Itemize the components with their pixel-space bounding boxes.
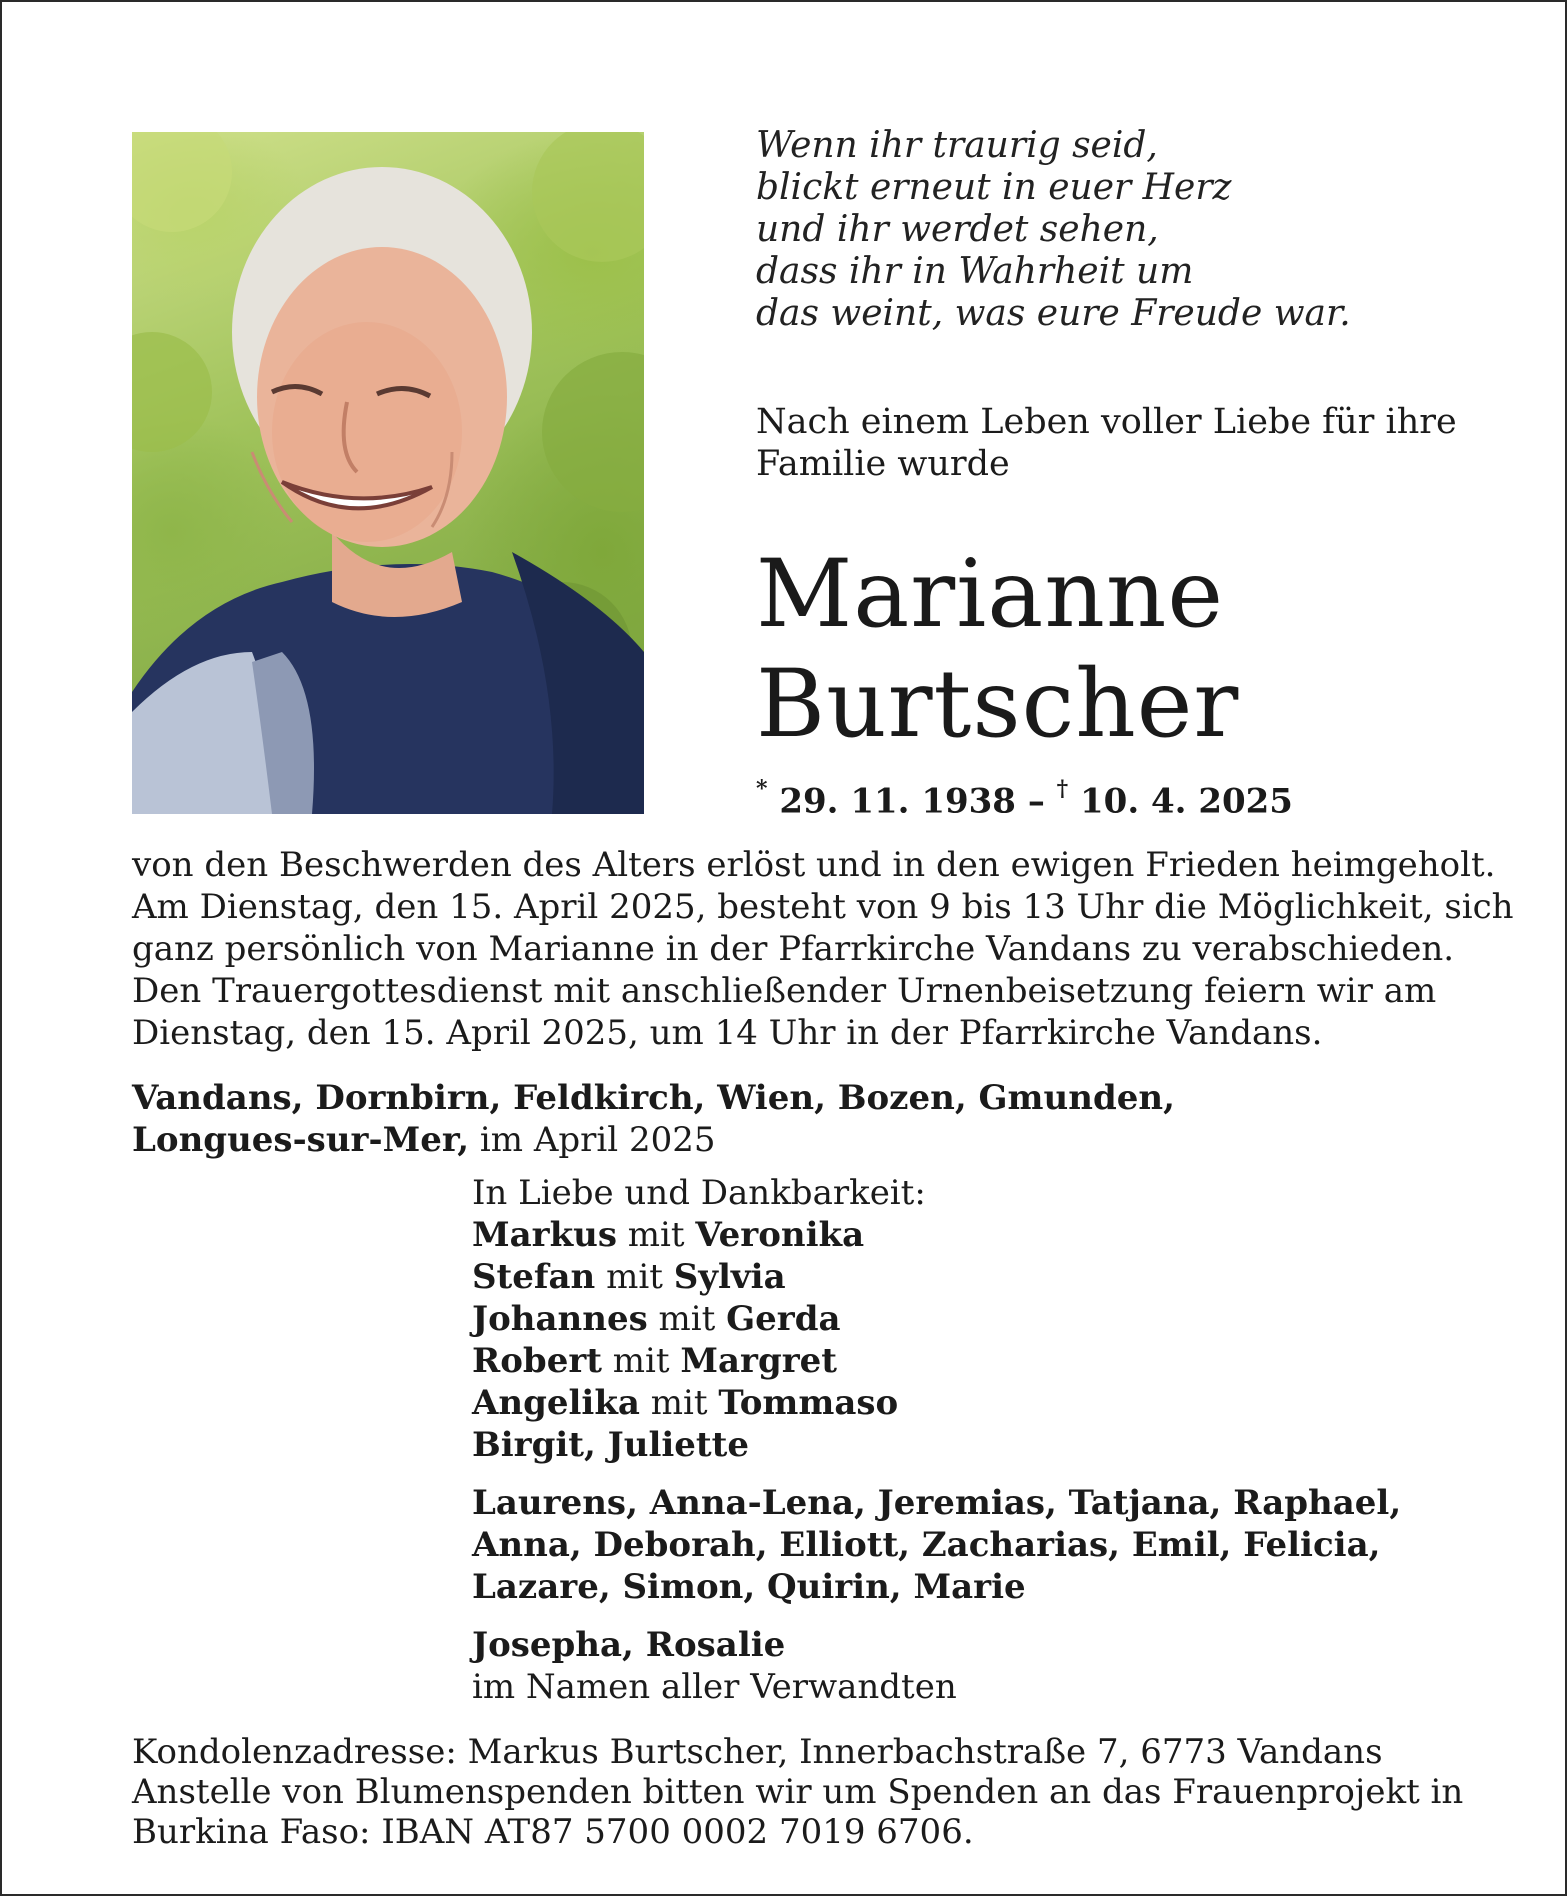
birth-symbol: * — [756, 776, 768, 802]
places-line-date: im April 2025 — [469, 1120, 716, 1160]
quote-line: blickt erneut in euer Herz — [756, 167, 1232, 208]
couple-connector: mit — [595, 1257, 674, 1297]
death-date: 10. 4. 2025 — [1080, 781, 1293, 822]
birth-date: 29. 11. 1938 — [779, 781, 1016, 822]
couple-name: Johannes — [472, 1299, 648, 1339]
date-dash: – — [1027, 781, 1045, 822]
couple-row — [472, 1214, 1452, 1256]
intro-text — [756, 401, 1476, 485]
relatives-line: im Namen aller Verwandten — [472, 1667, 957, 1707]
first-name: Marianne — [756, 540, 1225, 649]
places-line-bold: Longues-sur-Mer, — [132, 1120, 470, 1160]
couple-name: Margret — [680, 1341, 837, 1381]
couple-row — [472, 1382, 1452, 1424]
grandchildren-line: Lazare, Simon, Quirin, Marie — [472, 1567, 1026, 1607]
grandchildren-line: Anna, Deborah, Elliott, Zacharias, Emil, Felicia, — [472, 1525, 1381, 1565]
couple-name: Robert — [472, 1341, 602, 1381]
family-list — [472, 1172, 1452, 1708]
life-dates — [756, 776, 1293, 822]
couple-name: Tommaso — [718, 1383, 899, 1423]
couple-row — [472, 1340, 1452, 1382]
couple-row — [472, 1298, 1452, 1340]
closing-info — [132, 1732, 1464, 1852]
couple-name: Markus — [472, 1215, 617, 1255]
deceased-name — [756, 540, 1239, 760]
couple-name: Sylvia — [673, 1257, 786, 1297]
condolence-address: Kondolenzadresse: Markus Burtscher, Innerbachstraße 7, 6773 Vandans — [132, 1732, 1383, 1772]
death-symbol: † — [1056, 776, 1069, 802]
couple-row — [472, 1256, 1452, 1298]
body-line: ganz persönlich von Marianne in der Pfarrkirche Vandans zu verabschieden. — [132, 929, 1455, 969]
intro-line: Familie wurde — [756, 444, 1010, 484]
portrait-photo — [132, 132, 644, 814]
iban-line: Burkina Faso: IBAN AT87 5700 0002 7019 6706. — [132, 1812, 974, 1852]
body-line: Den Trauergottesdienst mit anschließender Urnenbeisetzung feiern wir am — [132, 971, 1437, 1011]
quote-line: Wenn ihr traurig seid, — [756, 125, 1158, 166]
couple-name: Veronika — [695, 1215, 865, 1255]
family-intro: In Liebe und Dankbarkeit: — [472, 1173, 926, 1213]
intro-line: Nach einem Leben voller Liebe für ihre — [756, 402, 1457, 442]
couple-name: Gerda — [726, 1299, 841, 1339]
places-and-date — [132, 1077, 1175, 1161]
couple-name: Angelika — [472, 1383, 640, 1423]
donation-line: Anstelle von Blumenspenden bitten wir um Spenden an das Frauenprojekt in — [132, 1772, 1464, 1812]
couple-connector: mit — [639, 1383, 719, 1423]
children-line: Birgit, Juliette — [472, 1425, 749, 1465]
grandchildren-line: Laurens, Anna-Lena, Jeremias, Tatjana, Raphael, — [472, 1483, 1402, 1523]
quote-line: dass ihr in Wahrheit um — [756, 251, 1194, 292]
body-line: Am Dienstag, den 15. April 2025, besteht von 9 bis 13 Uhr die Möglichkeit, sich — [132, 887, 1514, 927]
last-name: Burtscher — [756, 650, 1240, 759]
poem-quote — [756, 125, 1456, 335]
couple-connector: mit — [647, 1299, 727, 1339]
quote-line: und ihr werdet sehen, — [756, 209, 1159, 250]
couple-connector: mit — [617, 1215, 696, 1255]
body-line: Dienstag, den 15. April 2025, um 14 Uhr in der Pfarrkirche Vandans. — [132, 1013, 1323, 1053]
great-grandchildren-line: Josepha, Rosalie — [472, 1625, 786, 1665]
couple-name: Stefan — [472, 1257, 596, 1297]
portrait-illustration — [132, 132, 644, 814]
places-line: Vandans, Dornbirn, Feldkirch, Wien, Bozen, Gmunden, — [132, 1078, 1175, 1118]
quote-line: das weint, was eure Freude war. — [756, 293, 1351, 334]
body-line: von den Beschwerden des Alters erlöst und in den ewigen Frieden heimgeholt. — [132, 845, 1496, 885]
announcement-body — [132, 844, 1514, 1054]
couple-connector: mit — [601, 1341, 681, 1381]
